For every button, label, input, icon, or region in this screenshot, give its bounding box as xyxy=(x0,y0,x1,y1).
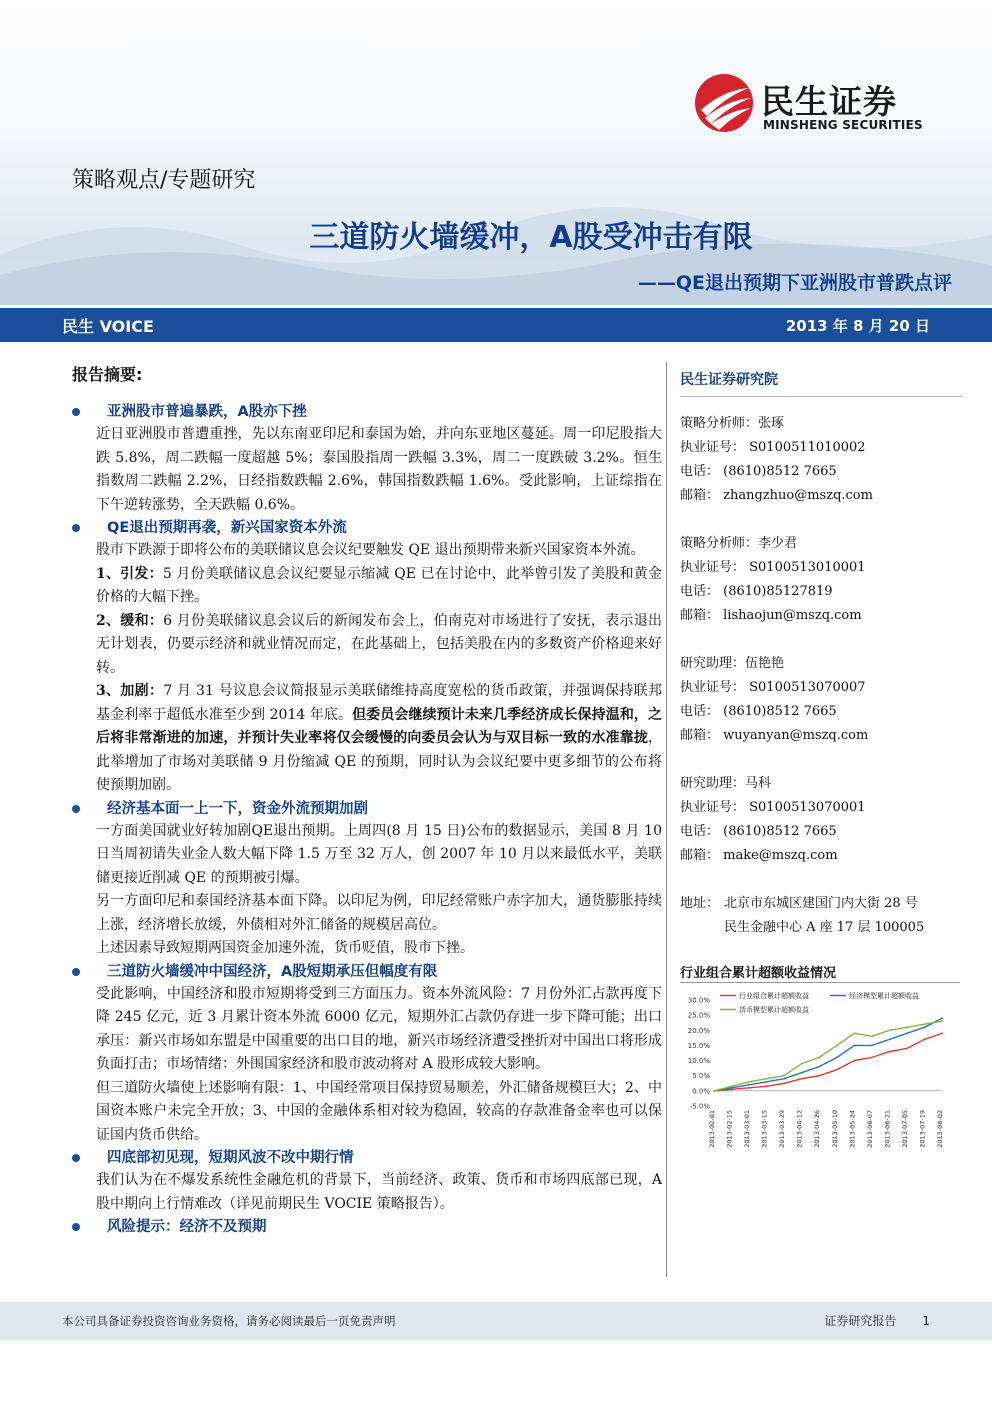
analyst-email[interactable]: 邮箱： wuyanyan@mszq.com xyxy=(680,728,869,743)
section-paragraph: 近日亚洲股市普遭重挫，先以东南亚印尼和泰国为始，并向东亚地区蔓延。周一印尼股指大跌 5.8%，周二跌幅一度超越 5%；泰国股指周一跌幅 3.3%，周二一度跌破 3.2%。恒生指数周二跌幅 2.2%，日经指数跌幅 2.6%，韩国指数跌幅 1.6%。受此影响，上证综指在下午逆转涨势，全天跌幅 0.6%。 xyxy=(96,426,662,513)
excess-return-chart xyxy=(680,988,962,1168)
bullet-icon xyxy=(72,1223,80,1231)
analyst-email[interactable]: 邮箱： zhangzhuo@mszq.com xyxy=(680,488,873,503)
data-point xyxy=(888,1051,890,1053)
bullet-icon xyxy=(72,408,80,416)
analyst-cert: 执业证号： S0100513010001 xyxy=(680,560,866,575)
legend-label: 经济模型累计超额收益 xyxy=(849,992,919,1000)
report-title: 三道防火墙缓冲，A股受冲击有限 xyxy=(309,220,753,255)
data-point xyxy=(836,1057,838,1059)
section-paragraph: 但三道防火墙使上述影响有限：1、中国经常项目保持贸易顺差，外汇储备规模巨大；2、中国资本账户未完全开放；3、中国的金融体系相对较为稳固，较高的存款准备金率也可以保证国内货币供给。 xyxy=(96,1079,662,1143)
footer-disclaimer: 本公司具备证券投资咨询业务资格，请务必阅读最后一页免责声明 xyxy=(62,1314,396,1328)
logo-english-name: MINSHENG SECURITIES xyxy=(763,118,923,132)
column-divider xyxy=(666,362,667,1277)
data-point xyxy=(871,1045,873,1047)
data-point xyxy=(836,1045,838,1047)
data-point xyxy=(888,1038,890,1040)
voice-bar xyxy=(0,308,992,342)
footer-report-type: 证券研究报告 xyxy=(824,1314,897,1328)
report-date: 2013 年 8 月 20 日 xyxy=(785,317,930,335)
analyst-email[interactable]: 邮箱： make@mszq.com xyxy=(680,848,838,863)
analyst-card xyxy=(680,652,962,748)
analyst-role-line: 策略分析师：张琢 xyxy=(680,416,785,431)
bullet-icon xyxy=(72,805,80,813)
data-point xyxy=(801,1072,803,1074)
analyst-phone: 电话： (8610)8512 7665 xyxy=(680,704,837,719)
data-point xyxy=(748,1084,750,1086)
data-point xyxy=(853,1060,855,1062)
x-tick-label: 2013-06-07 xyxy=(865,1110,874,1148)
x-tick-label: 2013-04-12 xyxy=(795,1110,804,1148)
abstract-column xyxy=(72,362,662,1238)
report-category: 策略观点/专题研究 xyxy=(72,168,256,193)
sidebar xyxy=(680,362,962,940)
x-tick-label: 2013-05-10 xyxy=(830,1110,839,1148)
data-point xyxy=(853,1032,855,1034)
legend-label: 货币模型累计超额收益 xyxy=(739,1006,809,1014)
data-point xyxy=(766,1078,768,1080)
data-point xyxy=(748,1087,750,1089)
page-footer xyxy=(0,1302,992,1340)
company-logo xyxy=(693,72,923,142)
section-paragraph: 一方面美国就业好转加剧QE退出预期。上周四(8 月 15 日)公布的数据显示，美国 8 月 10 日当周初请失业金人数大幅下降 1.5 万至 32 万人，创 2007 年 10 月以来最低水平，美联储更接近削减 QE 的预期被引爆。 xyxy=(96,822,662,886)
institute-divider xyxy=(680,396,962,397)
section-paragraph: 我们认为在不爆发系统性金融危机的背景下，当前经济、政策、货币和市场四底部已现，A 股中期向上行情难改（详见前期民生 VOCIE 策略报告）。 xyxy=(96,1172,662,1212)
section-heading: 经济基本面一上一下，资金外流预期加剧 xyxy=(72,798,662,820)
analyst-email[interactable]: 邮箱： lishaojun@mszq.com xyxy=(680,608,862,623)
data-point xyxy=(836,1069,838,1071)
series-line xyxy=(714,1021,942,1091)
data-point xyxy=(766,1085,768,1087)
data-point xyxy=(941,1020,943,1022)
data-point xyxy=(853,1045,855,1047)
address-line: 北京市东城区建国门内大街 28 号 xyxy=(724,896,918,911)
analyst-card xyxy=(680,772,962,868)
data-point xyxy=(871,1057,873,1059)
x-tick-label: 2013-02-15 xyxy=(725,1110,734,1148)
data-point xyxy=(818,1057,820,1059)
y-tick-label: 15.0% xyxy=(687,1041,710,1050)
page-number: 1 xyxy=(922,1314,930,1328)
data-point xyxy=(731,1085,733,1087)
section-heading: 风险提示：经济不及预期 xyxy=(72,1216,662,1238)
section-heading: 四底部初见现，短期风波不改中期行情 xyxy=(72,1147,662,1169)
footer-right xyxy=(824,1312,930,1329)
x-tick-label: 2013-08-02 xyxy=(936,1110,944,1148)
analyst-role-line: 策略分析师：李少君 xyxy=(680,536,798,551)
analyst-card xyxy=(680,532,962,628)
chart-title: 行业组合累计超额收益情况 xyxy=(680,966,837,981)
analyst-cert: 执业证号： S0100513070007 xyxy=(680,680,866,695)
analyst-cert: 执业证号： S0100513070001 xyxy=(680,800,866,815)
section-paragraph: 3、加剧：7 月 31 号议息会议简报显示美联储维持高度宽松的货币政策，并强调保持联邦基金利率于超低水准至少到 2014 年底。但委员会继续预计未来几季经济成长保持温和，之后将非常渐进的加速，并预计失业率将仅会缓慢的向委员会认为与双目标一致的水准靠拢，此举增加了市场对美联储 9 月份缩减 QE 的预期，同时认为会议纪要中更多细节的公布将使预期加剧。 xyxy=(96,683,663,793)
logo-chinese-name: 民生证券 xyxy=(761,82,897,121)
analyst-role-line: 研究助理：伍艳艳 xyxy=(680,656,785,671)
section-heading: 亚洲股市普遍暴跌，A股亦下挫 xyxy=(72,401,662,423)
x-tick-label: 2013-05-24 xyxy=(848,1110,857,1148)
analyst-cert: 执业证号： S0100511010002 xyxy=(680,440,866,455)
data-point xyxy=(818,1075,820,1077)
series-line xyxy=(714,1018,942,1091)
logo-mark-icon xyxy=(693,72,755,134)
analyst-role-line: 研究助理：马科 xyxy=(680,776,772,791)
x-tick-label: 2013-03-15 xyxy=(760,1110,769,1148)
data-point xyxy=(906,1048,908,1050)
y-tick-label: 0.0% xyxy=(692,1087,710,1096)
report-subtitle: ——QE退出预期下亚洲股市普跌点评 xyxy=(637,272,952,294)
analyst-phone: 电话： (8610)8512 7665 xyxy=(680,464,837,479)
section-heading: 三道防火墙缓冲中国经济，A股短期承压但幅度有限 xyxy=(72,961,662,983)
data-point xyxy=(713,1090,715,1092)
abstract-title: 报告摘要: xyxy=(72,365,143,384)
voice-label: 民生 VOICE xyxy=(62,317,154,336)
bullet-icon xyxy=(72,1154,80,1162)
address-label: 地址： xyxy=(680,896,720,911)
x-tick-label: 2013-07-05 xyxy=(900,1110,909,1148)
data-point xyxy=(783,1078,785,1080)
data-point xyxy=(906,1026,908,1028)
chart-title-divider xyxy=(680,982,960,983)
section-paragraph: 上述因素导致短期两国资金加速外流，货币贬值，股市下挫。 xyxy=(96,940,474,956)
y-tick-label: 20.0% xyxy=(687,1026,710,1035)
data-point xyxy=(766,1081,768,1083)
section-paragraph: 受此影响，中国经济和股市短期将受到三方面压力。资本外流风险：7 月份外汇占款再度下降 245 亿元，近 3 月累计资本外流 6000 亿元，短期外汇占款仍存进一步下降可能；出口承压：新兴市场如东盟是中国重要的出口目的地，新兴市场经济遭受挫折对中国出口将形成负面打击；市场情绪：外围国家经济和股市波动将对 A 股形成较大影响。 xyxy=(96,985,662,1072)
data-point xyxy=(818,1066,820,1068)
data-point xyxy=(783,1075,785,1077)
section-paragraph: 2、缓和：6 月份美联储议息会议后的新闻发布会上，伯南克对市场进行了安抚，表示退出无计划表，仍要示经济和就业情况而定，在此基础上，包括美股在内的多数资产价格迎来好转。 xyxy=(96,612,662,676)
x-tick-label: 2013-04-26 xyxy=(813,1110,822,1148)
data-point xyxy=(924,1023,926,1025)
x-tick-label: 2013-02-01 xyxy=(708,1110,716,1148)
address-line: 民生金融中心 A 座 17 层 100005 xyxy=(724,920,925,935)
data-point xyxy=(801,1063,803,1065)
section-paragraph: 股市下跌源于即将公布的美联储议息会议纪要触发 QE 退出预期带来新兴国家资本外流。 xyxy=(96,542,645,558)
y-tick-label: 25.0% xyxy=(687,1011,710,1020)
data-point xyxy=(783,1082,785,1084)
y-tick-label: 10.0% xyxy=(687,1057,710,1066)
institute-name: 民生证券研究院 xyxy=(680,372,778,388)
data-point xyxy=(748,1081,750,1083)
x-tick-label: 2013-03-01 xyxy=(743,1110,752,1148)
analyst-phone: 电话： (8610)8512 7665 xyxy=(680,824,837,839)
x-tick-label: 2013-06-21 xyxy=(883,1110,892,1148)
data-point xyxy=(924,1026,926,1028)
header-background xyxy=(0,0,992,305)
data-point xyxy=(924,1038,926,1040)
bullet-icon xyxy=(72,968,80,976)
x-tick-label: 2013-03-29 xyxy=(778,1110,787,1148)
section-heading: QE退出预期再袭，新兴国家资本外流 xyxy=(72,517,662,539)
section-paragraph: 另一方面印尼和泰国经济基本面下降。以印尼为例，印尼经常账户赤字加大，通货膨胀持续上涨，经济增长放缓，外债相对外汇储备的规模居高位。 xyxy=(96,893,662,933)
section-paragraph: 1、引发：5 月份美联储议息会议纪要显示缩减 QE 已在讨论中，此举曾引发了美股和黄金价格的大幅下挫。 xyxy=(96,565,662,605)
analyst-card xyxy=(680,412,962,508)
legend-label: 行业组合累计超额收益 xyxy=(739,992,809,1000)
bullet-icon xyxy=(72,524,80,532)
x-tick-label: 2013-07-19 xyxy=(918,1110,927,1148)
y-tick-label: 30.0% xyxy=(687,996,710,1005)
analyst-phone: 电话： (8610)85127819 xyxy=(680,584,833,599)
data-point xyxy=(871,1035,873,1037)
y-tick-label: -5.0% xyxy=(689,1102,710,1111)
data-point xyxy=(801,1078,803,1080)
data-point xyxy=(941,1017,943,1019)
data-point xyxy=(888,1029,890,1031)
y-tick-label: 5.0% xyxy=(692,1072,710,1081)
data-point xyxy=(941,1032,943,1034)
address-block xyxy=(680,892,962,940)
data-point xyxy=(906,1032,908,1034)
